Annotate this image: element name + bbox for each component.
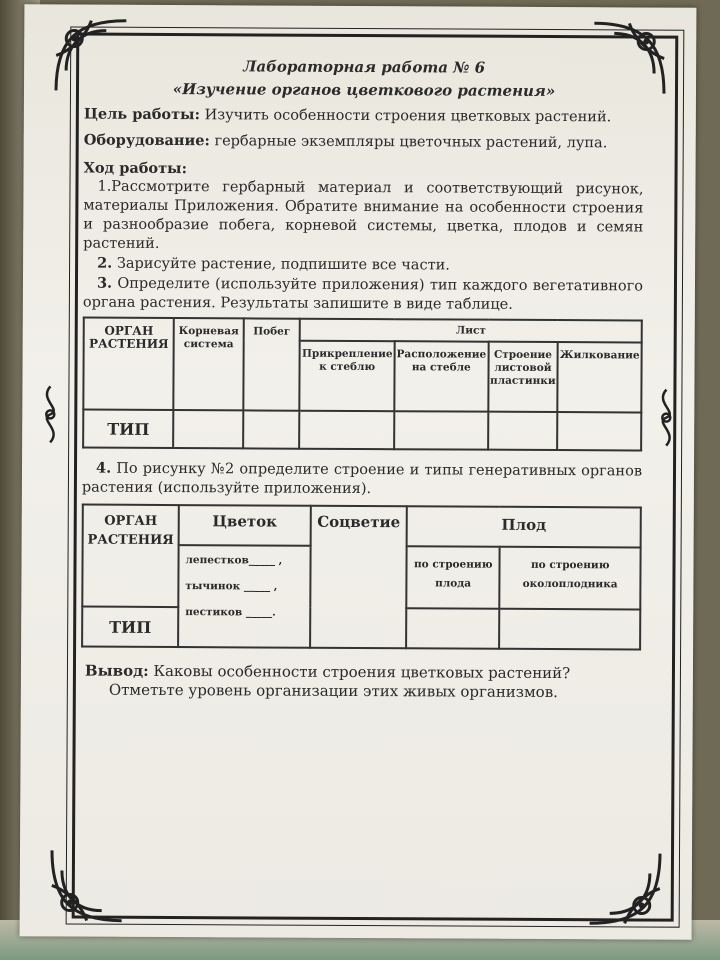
col-leaf: Лист <box>300 319 642 343</box>
goal-paragraph <box>84 105 644 128</box>
progress-heading: Ход работы: <box>83 159 188 178</box>
flower-parts-cell <box>178 545 311 648</box>
page-title: Лабораторная работа № 6 <box>243 57 486 77</box>
type-cell-root[interactable] <box>173 410 243 448</box>
step-2-text: Зарисуйте растение, подпишите все части. <box>112 255 450 274</box>
conclusion-block <box>81 662 641 703</box>
step-4-number: 4. <box>95 459 112 477</box>
col2-inflorescence: Соцветие <box>310 506 407 649</box>
step-1: 1.Рассмотрите гербарный материал и соответствующий рисунок, материалы Приложения. Обратите внимание на особенности строения и разнообразие побега, корневой системы, цветка, плодов и семян растений. <box>83 178 644 252</box>
corner-ornament-icon <box>580 843 670 933</box>
step-2-number: 2. <box>97 254 113 272</box>
type-cell-attachment[interactable] <box>299 411 394 449</box>
generative-organs-table <box>81 504 642 651</box>
step-3 <box>83 274 643 316</box>
step-3-text: Определите (используйте приложения) тип каждого вегетативного органа растения. Результаты запишите в виде таблице. <box>82 275 644 313</box>
col-attachment: Прикрепление к стеблю <box>300 341 395 411</box>
corner-ornament-icon <box>42 840 132 930</box>
vegetative-organs-table <box>82 317 643 452</box>
row-type-label: ТИП <box>83 410 173 448</box>
step-3-number: 3. <box>96 274 113 292</box>
conclusion-question: Каковы особенности строения цветковых растений? <box>148 661 571 683</box>
col2-organ: ОРГАН РАСТЕНИЯ <box>82 505 179 608</box>
equipment-paragraph <box>84 131 644 154</box>
petals-line: лепестков_____ , <box>185 554 283 567</box>
side-ornament-icon <box>36 384 64 444</box>
col2-flower: Цветок <box>179 505 311 546</box>
conclusion-line-2: Отметьте уровень организации этих живых организмов. <box>108 680 558 702</box>
stamens-line: тычинок _____ , <box>185 580 278 593</box>
col2-by-fruit: по строению плода <box>406 546 500 608</box>
col-arrangement: Расположение на стебле <box>394 341 488 411</box>
goal-label: Цель работы: <box>83 105 201 124</box>
conclusion-label: Вывод: <box>84 661 149 680</box>
step-4-text: По рисунку №2 определите строение и типы генеративных органов растения (используйте приложения). <box>81 460 643 498</box>
col2-by-pericarp: по строению околоплодника <box>500 547 641 610</box>
col-root-system: Корневая система <box>174 318 244 410</box>
row2-type-label: ТИП <box>82 607 178 648</box>
goal-text: Изучить особенности строения цветковых растений. <box>199 107 612 126</box>
col-organ: ОРГАН РАСТЕНИЯ <box>83 318 174 410</box>
type2-cell-by-pericarp[interactable] <box>500 609 641 650</box>
page-subtitle: «Изучение органов цветкового растения» <box>172 80 556 101</box>
equipment-text: гербарные экземпляры цветочных растений, лупа. <box>209 133 608 152</box>
col-venation: Жилкование <box>558 342 642 412</box>
worksheet-content <box>81 57 644 703</box>
pistils-line: пестиков _____. <box>185 606 276 619</box>
equipment-label: Оборудование: <box>83 131 210 150</box>
type-cell-shoot[interactable] <box>243 410 300 448</box>
type2-cell-by-fruit[interactable] <box>406 608 500 648</box>
type-cell-venation[interactable] <box>557 412 641 450</box>
col2-fruit: Плод <box>407 506 641 547</box>
type-cell-blade[interactable] <box>488 412 558 450</box>
col-shoot: Побег <box>243 318 300 410</box>
side-ornament-icon <box>652 388 680 448</box>
type-cell-arrangement[interactable] <box>394 411 488 449</box>
col-leaf-blade: Строение листовой пластинки <box>488 342 558 412</box>
worksheet-page <box>20 4 697 940</box>
step-4 <box>82 459 642 501</box>
